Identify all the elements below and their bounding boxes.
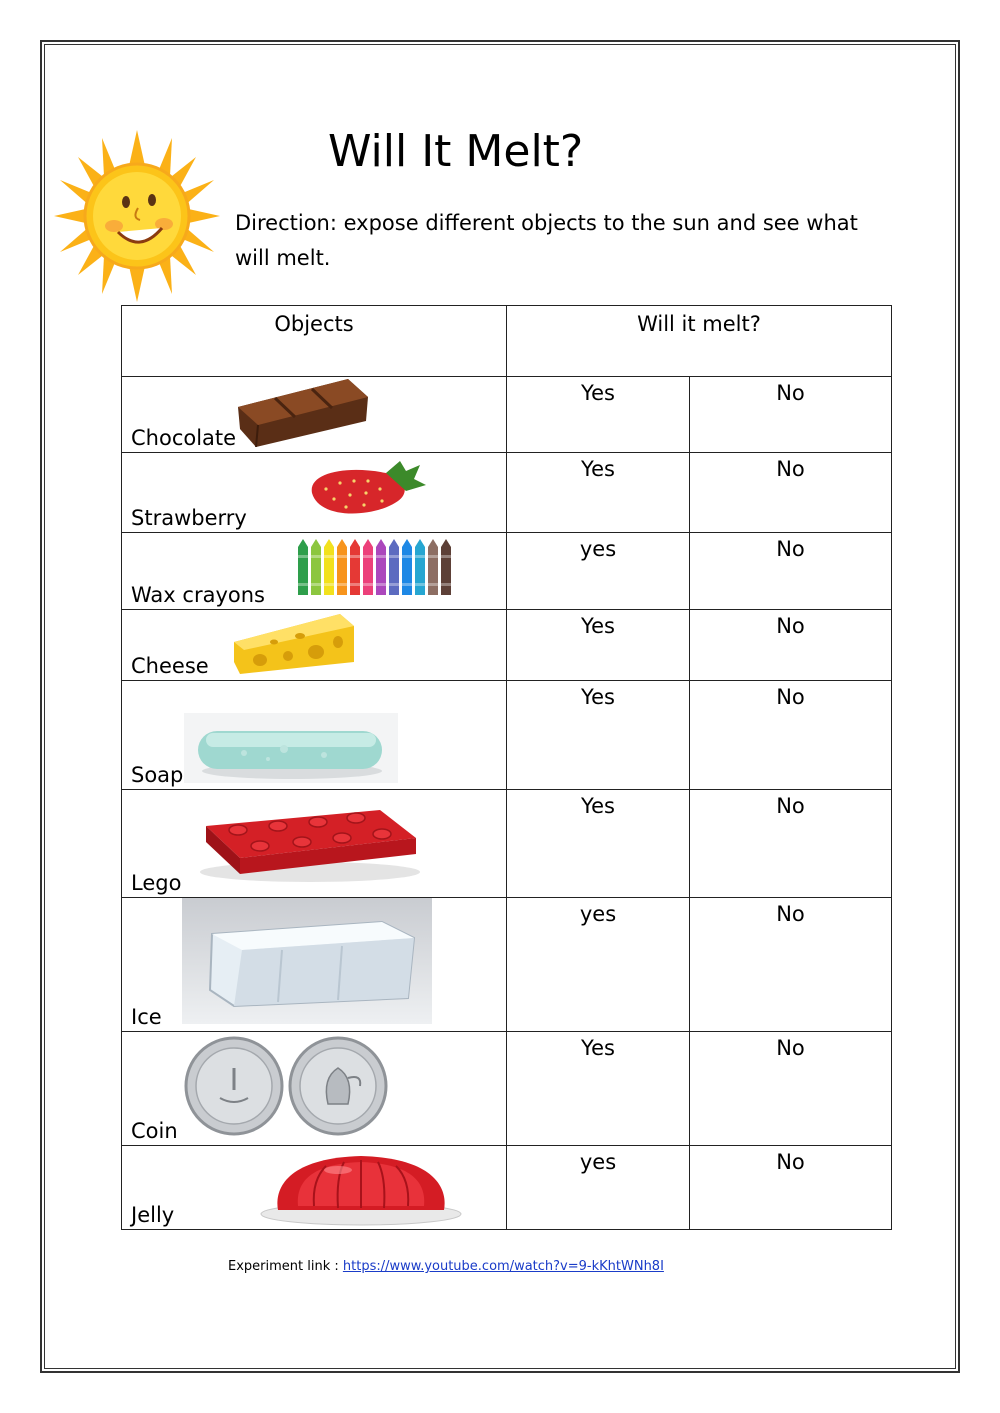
- object-cell: [122, 1032, 507, 1146]
- table-row: [122, 453, 892, 533]
- table-row: [122, 533, 892, 610]
- object-cell: [122, 453, 507, 533]
- object-cell: [122, 377, 507, 453]
- table-row: [122, 898, 892, 1032]
- soap-image: [184, 713, 398, 783]
- lego-image: [180, 792, 442, 892]
- object-label: Coin: [131, 1119, 178, 1143]
- yes-option[interactable]: Yes: [507, 453, 690, 533]
- yes-option[interactable]: Yes: [507, 1032, 690, 1146]
- yes-option[interactable]: Yes: [507, 681, 690, 790]
- yes-option[interactable]: Yes: [507, 790, 690, 898]
- sun-icon: [52, 128, 222, 304]
- object-label: Cheese: [131, 654, 209, 678]
- object-label: Strawberry: [131, 506, 247, 530]
- no-option[interactable]: No: [690, 681, 892, 790]
- direction-text: Direction: expose different objects to the sun and see what will melt.: [235, 211, 858, 270]
- object-label: Chocolate: [131, 426, 237, 450]
- no-option[interactable]: No: [690, 898, 892, 1032]
- table-header-row: [122, 306, 892, 377]
- object-label: Jelly: [131, 1203, 175, 1227]
- object-cell: [122, 533, 507, 610]
- no-option[interactable]: No: [690, 610, 892, 681]
- object-cell: [122, 898, 507, 1032]
- no-option[interactable]: No: [690, 453, 892, 533]
- jelly-image: [258, 1148, 464, 1226]
- object-label: Ice: [131, 1005, 162, 1029]
- melt-table: [121, 305, 892, 1230]
- crayons-image: [296, 539, 462, 595]
- yes-option[interactable]: Yes: [507, 377, 690, 453]
- header-objects: Objects: [122, 306, 507, 377]
- experiment-link[interactable]: https://www.youtube.com/watch?v=9-kKhtWNh8I: [342, 1259, 664, 1274]
- no-option[interactable]: No: [690, 1032, 892, 1146]
- object-label: Soap: [131, 763, 184, 787]
- table-row: [122, 1032, 892, 1146]
- no-option[interactable]: No: [690, 790, 892, 898]
- yes-option[interactable]: yes: [507, 898, 690, 1032]
- coin-image: [184, 1034, 390, 1138]
- cheese-image: [230, 612, 356, 676]
- object-cell: [122, 681, 507, 790]
- no-option[interactable]: No: [690, 533, 892, 610]
- table-row: [122, 1146, 892, 1230]
- table-row: [122, 790, 892, 898]
- experiment-link-line: [228, 1259, 664, 1274]
- chocolate-image: [238, 377, 368, 447]
- strawberry-image: [306, 459, 428, 523]
- table-row: [122, 610, 892, 681]
- page-title: Will It Melt?: [328, 126, 584, 177]
- object-label: Wax crayons: [131, 583, 265, 607]
- header-will-it-melt: Will it melt?: [507, 306, 892, 377]
- object-cell: [122, 610, 507, 681]
- no-option[interactable]: No: [690, 1146, 892, 1230]
- object-label: Lego: [131, 871, 182, 895]
- yes-option[interactable]: yes: [507, 533, 690, 610]
- ice-image: [182, 898, 432, 1024]
- object-cell: [122, 1146, 507, 1230]
- no-option[interactable]: No: [690, 377, 892, 453]
- object-cell: [122, 790, 507, 898]
- table-row: [122, 681, 892, 790]
- table-row: [122, 377, 892, 453]
- yes-option[interactable]: Yes: [507, 610, 690, 681]
- experiment-link-label: Experiment link :: [228, 1259, 343, 1274]
- yes-option[interactable]: yes: [507, 1146, 690, 1230]
